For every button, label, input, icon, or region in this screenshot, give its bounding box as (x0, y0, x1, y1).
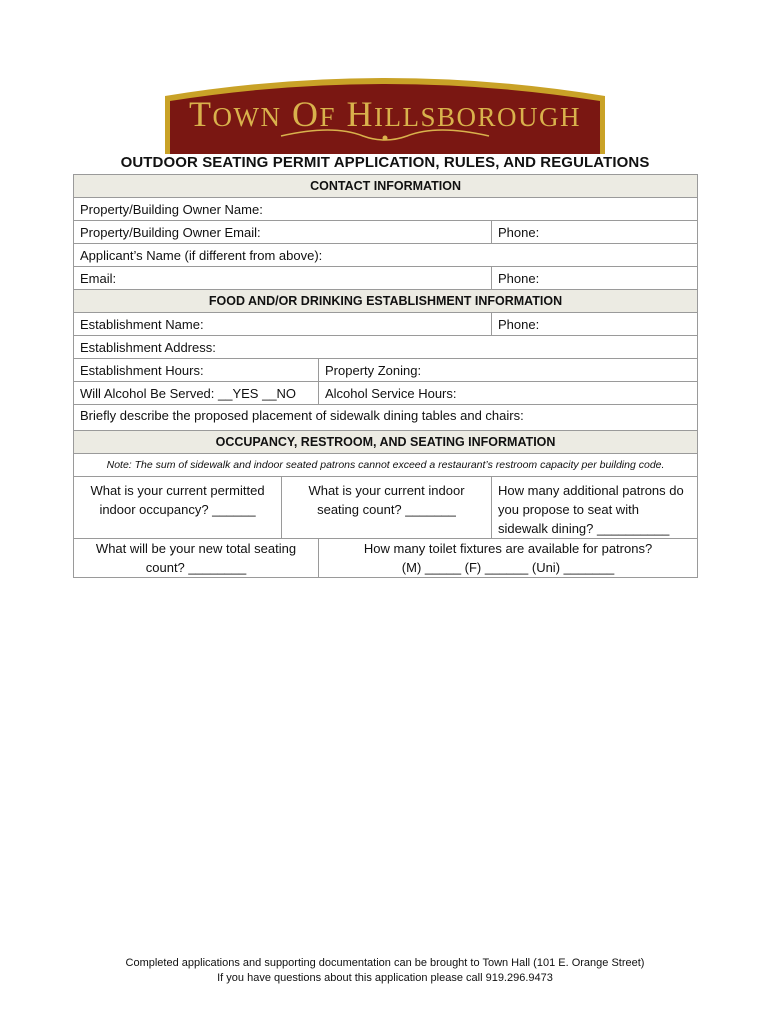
contact-section-header: CONTACT INFORMATION (74, 175, 698, 198)
additional-patrons-question[interactable]: How many additional patrons do you propose to seat with sidewalk dining? __________ (492, 477, 698, 539)
occupancy-section-header: OCCUPANCY, RESTROOM, AND SEATING INFORMATION (74, 431, 698, 454)
logo-lettering: TOWN OF HILLSBOROUGH (188, 94, 582, 134)
toilet-fixtures-question[interactable] (319, 539, 698, 578)
permitted-occupancy-question[interactable]: What is your current permitted indoor occupancy? ______ (74, 477, 282, 539)
toilet-fixtures-label: How many toilet fixtures are available for patrons? (363, 541, 653, 556)
indoor-seating-question[interactable]: What is your current indoor seating count? _______ (282, 477, 492, 539)
placement-description-field[interactable]: Briefly describe the proposed placement of sidewalk dining tables and chairs: (74, 405, 698, 431)
footer-line-2: If you have questions about this application please call 919.296.9473 (217, 972, 553, 984)
owner-email-field[interactable]: Property/Building Owner Email: (74, 221, 492, 244)
permit-form (73, 174, 698, 578)
establishment-section-header: FOOD AND/OR DRINKING ESTABLISHMENT INFORMATION (74, 290, 698, 313)
establishment-address-field[interactable]: Establishment Address: (74, 336, 698, 359)
applicant-phone-field[interactable]: Phone: (492, 267, 698, 290)
owner-phone-field[interactable]: Phone: (492, 221, 698, 244)
applicant-name-field[interactable]: Applicant’s Name (if different from above): (74, 244, 698, 267)
document-title: OUTDOOR SEATING PERMIT APPLICATION, RULES, AND REGULATIONS (120, 154, 650, 171)
footer-line-1: Completed applications and supporting documentation can be brought to Town Hall (101 E. Orange Street) (125, 957, 645, 969)
toilet-fixtures-breakdown: (M) _____ (F) ______ (Uni) _______ (401, 560, 615, 575)
new-total-seating-question[interactable]: What will be your new total seating count? ________ (74, 539, 319, 578)
footer (0, 956, 770, 986)
establishment-phone-field[interactable]: Phone: (492, 313, 698, 336)
establishment-hours-field[interactable]: Establishment Hours: (74, 359, 319, 382)
applicant-email-field[interactable]: Email: (74, 267, 492, 290)
establishment-name-field[interactable]: Establishment Name: (74, 313, 492, 336)
property-zoning-field[interactable]: Property Zoning: (319, 359, 698, 382)
alcohol-served-field[interactable]: Will Alcohol Be Served: __YES __NO (74, 382, 319, 405)
town-logo (163, 74, 607, 154)
occupancy-note: Note: The sum of sidewalk and indoor seated patrons cannot exceed a restaurant’s restroom capacity per building code. (74, 454, 698, 477)
alcohol-hours-field[interactable]: Alcohol Service Hours: (319, 382, 698, 405)
owner-name-field[interactable]: Property/Building Owner Name: (74, 198, 698, 221)
